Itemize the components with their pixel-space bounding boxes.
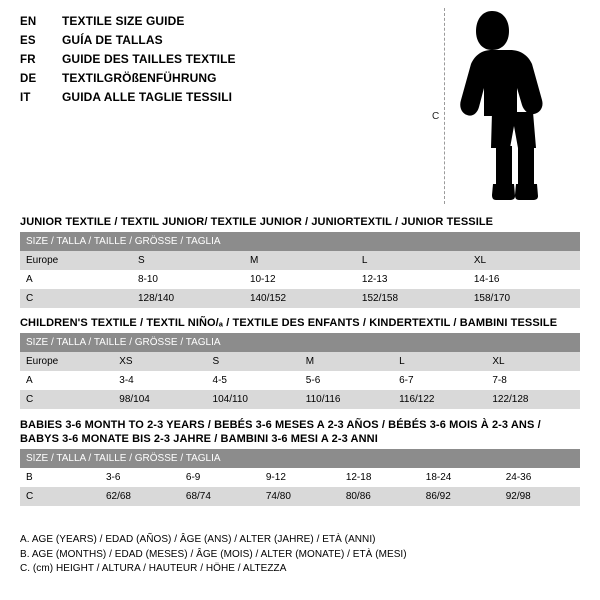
- cell: 12-18: [340, 468, 420, 487]
- language-title: TEXTILGRÖßENFÜHRUNG: [62, 71, 217, 85]
- cell: L: [356, 251, 468, 270]
- language-row: [20, 52, 440, 71]
- measure-guide-line: [444, 8, 445, 204]
- cell: 6-7: [393, 371, 486, 390]
- table-row: [20, 352, 580, 371]
- legend-item-a: A. AGE (YEARS) / EDAD (AÑOS) / ÂGE (ANS) / ALTER (JAHRE) / ETÀ (ANNI): [20, 534, 376, 545]
- row-label: C: [20, 289, 132, 308]
- language-header: [20, 14, 440, 109]
- cell: 122/128: [486, 390, 580, 409]
- cell: 8-10: [132, 270, 244, 289]
- section-babies: [20, 418, 580, 506]
- cell: 5-6: [300, 371, 393, 390]
- cell: 80/86: [340, 487, 420, 506]
- language-row: [20, 33, 440, 52]
- table-row: [20, 251, 580, 270]
- language-code: ES: [20, 35, 36, 47]
- cell: 86/92: [420, 487, 500, 506]
- legend-item-b: B. AGE (MONTHS) / EDAD (MESES) / ÂGE (MOIS) / ALTER (MONATE) / ETÀ (MESI): [20, 548, 407, 560]
- language-title: GUIDE DES TAILLES TEXTILE: [62, 52, 236, 66]
- cell: 158/170: [468, 289, 580, 308]
- cell: 110/116: [300, 390, 393, 409]
- table-row: [20, 371, 580, 390]
- legend: [20, 533, 580, 577]
- section-title: CHILDREN'S TEXTILE / TEXTIL NIÑO/ₐ / TEXTILE DES ENFANTS / KINDERTEXTIL / BAMBINI TESSILE: [20, 317, 558, 329]
- height-measure-figure: [430, 6, 590, 206]
- cell: M: [244, 251, 356, 270]
- table-subheader-row: [20, 449, 580, 468]
- cell: 116/122: [393, 390, 486, 409]
- cell: 104/110: [207, 390, 300, 409]
- language-title: GUIDA ALLE TAGLIE TESSILI: [62, 90, 233, 104]
- legend-item-c: C. (cm) HEIGHT / ALTURA / HAUTEUR / HÖHE / ALTEZZA: [20, 563, 287, 574]
- cell: 4-5: [207, 371, 300, 390]
- table-row: [20, 487, 580, 506]
- junior-size-table: [20, 232, 580, 308]
- measure-label-c: C: [432, 111, 440, 122]
- table-row: [20, 270, 580, 289]
- table-subheader: SIZE / TALLA / TAILLE / GRÖSSE / TAGLIA: [20, 449, 580, 468]
- cell: 3-6: [100, 468, 180, 487]
- child-silhouette-icon: [454, 8, 574, 204]
- table-subheader-row: [20, 333, 580, 352]
- cell: 10-12: [244, 270, 356, 289]
- language-row: [20, 14, 440, 33]
- table-subheader: SIZE / TALLA / TAILLE / GRÖSSE / TAGLIA: [20, 333, 580, 352]
- language-code: FR: [20, 54, 36, 66]
- cell: 14-16: [468, 270, 580, 289]
- section-title: BABIES 3-6 MONTH TO 2-3 YEARS / BEBÉS 3-6 MESES A 2-3 AÑOS / BÉBÉS 3-6 MOIS À 2-3 ANS / BABYS 3-6 MONATE BIS 2-3 JAHRE / BAMBINI 3-6 MESI A 2-3 ANNI: [20, 419, 541, 445]
- language-code: IT: [20, 92, 31, 104]
- cell: 152/158: [356, 289, 468, 308]
- row-label: C: [20, 487, 100, 506]
- language-title: TEXTILE SIZE GUIDE: [62, 14, 185, 28]
- language-row: [20, 90, 440, 109]
- cell: 140/152: [244, 289, 356, 308]
- table-subheader-row: [20, 232, 580, 251]
- cell: S: [132, 251, 244, 270]
- section-title: JUNIOR TEXTILE / TEXTIL JUNIOR/ TEXTILE JUNIOR / JUNIORTEXTIL / JUNIOR TESSILE: [20, 216, 494, 228]
- row-label: Europe: [20, 251, 132, 270]
- cell: 6-9: [180, 468, 260, 487]
- cell: 12-13: [356, 270, 468, 289]
- language-code: EN: [20, 16, 37, 28]
- cell: 24-36: [500, 468, 580, 487]
- table-subheader: SIZE / TALLA / TAILLE / GRÖSSE / TAGLIA: [20, 232, 580, 251]
- cell: XS: [113, 352, 206, 371]
- cell: M: [300, 352, 393, 371]
- cell: S: [207, 352, 300, 371]
- cell: 74/80: [260, 487, 340, 506]
- section-children: [20, 316, 580, 409]
- language-title: GUÍA DE TALLAS: [62, 33, 163, 47]
- language-row: [20, 71, 440, 90]
- cell: 18-24: [420, 468, 500, 487]
- cell: 3-4: [113, 371, 206, 390]
- table-row: [20, 468, 580, 487]
- row-label: B: [20, 468, 100, 487]
- cell: 98/104: [113, 390, 206, 409]
- cell: XL: [486, 352, 580, 371]
- language-code: DE: [20, 73, 37, 85]
- section-junior: [20, 215, 580, 308]
- cell: 68/74: [180, 487, 260, 506]
- cell: 7-8: [486, 371, 580, 390]
- cell: L: [393, 352, 486, 371]
- table-row: [20, 289, 580, 308]
- row-label: C: [20, 390, 113, 409]
- cell: 62/68: [100, 487, 180, 506]
- row-label: Europe: [20, 352, 113, 371]
- table-row: [20, 390, 580, 409]
- row-label: A: [20, 371, 113, 390]
- cell: XL: [468, 251, 580, 270]
- babies-size-table: [20, 449, 580, 506]
- cell: 92/98: [500, 487, 580, 506]
- row-label: A: [20, 270, 132, 289]
- children-size-table: [20, 333, 580, 409]
- cell: 128/140: [132, 289, 244, 308]
- cell: 9-12: [260, 468, 340, 487]
